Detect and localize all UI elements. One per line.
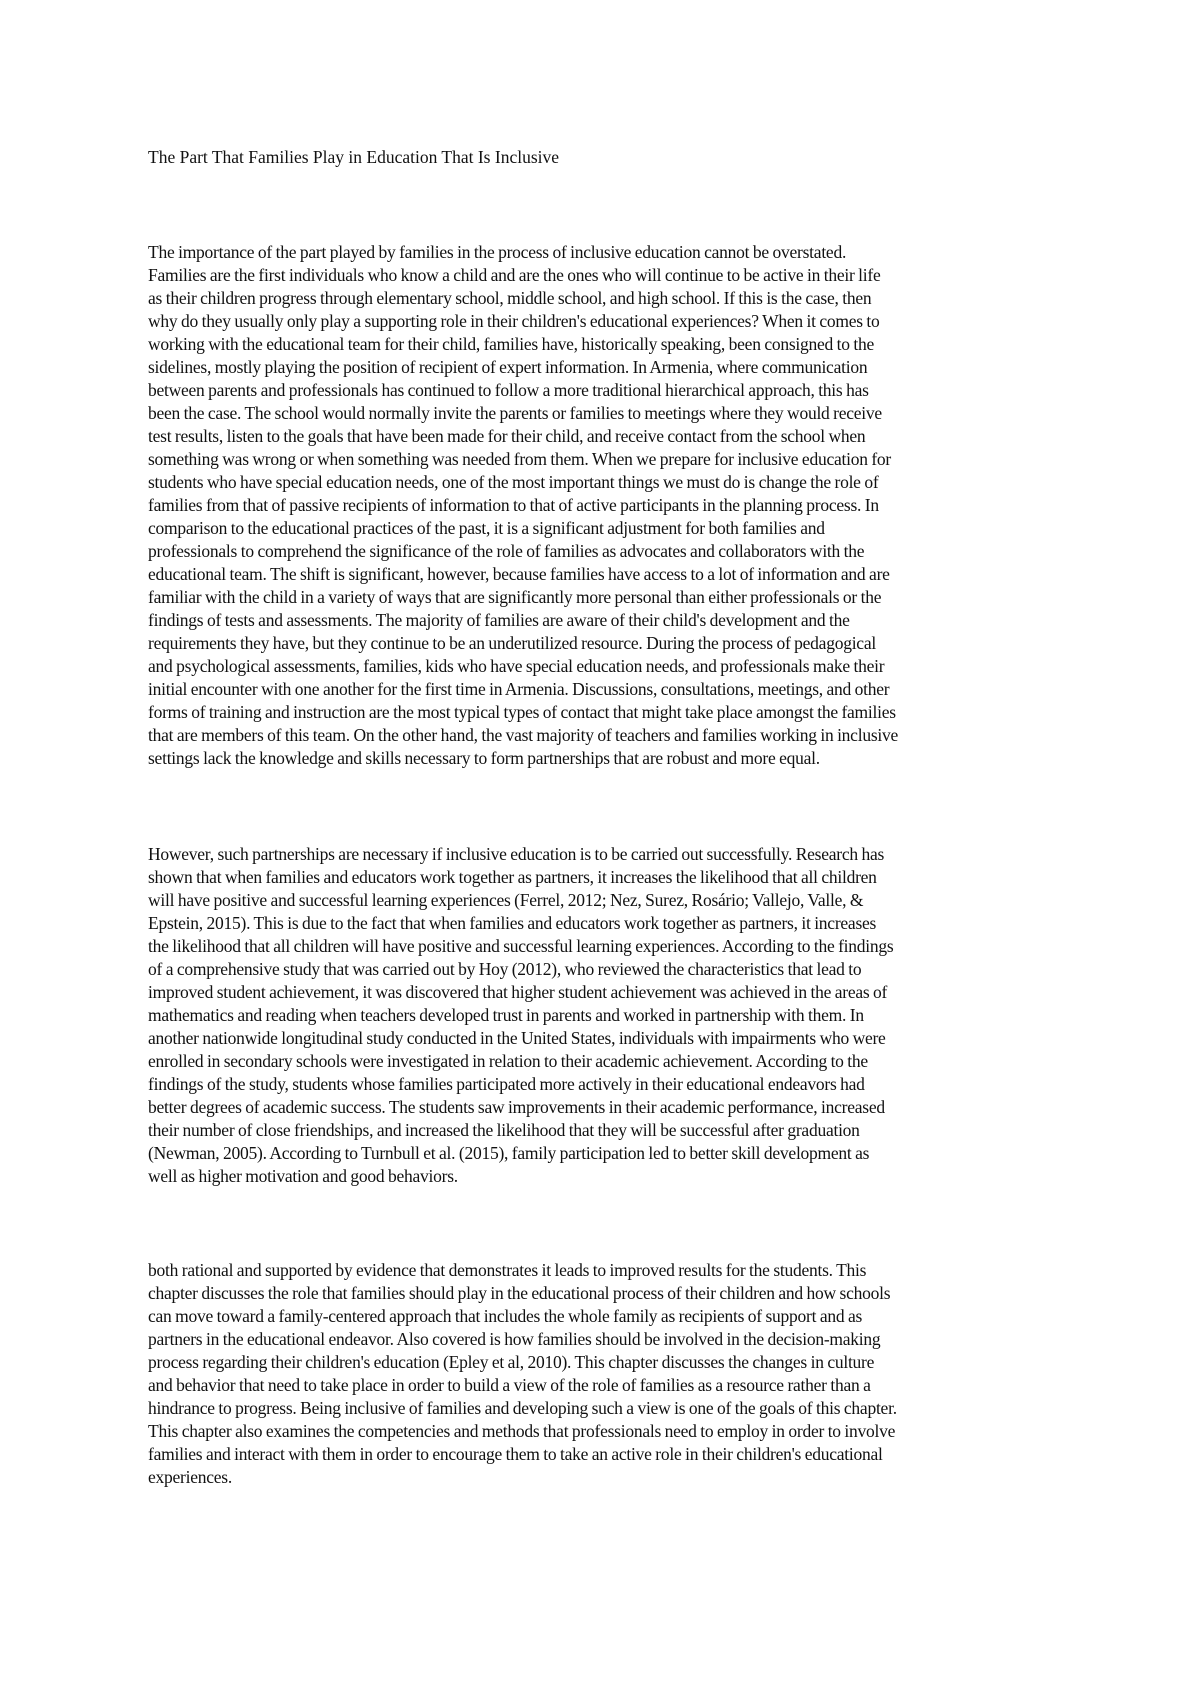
text-line: educational team. The shift is significant, however, because families have access to a lot of information and are [148, 564, 890, 584]
text-line: requirements they have, but they continue to be an underutilized resource. During the process of pedagogical [148, 633, 876, 653]
text-line: Epstein, 2015). This is due to the fact that when families and educators work together as partners, it increases [148, 913, 877, 933]
text-line: experiences. [148, 1467, 232, 1487]
text-line: working with the educational team for their child, families have, historically speaking, been consigned to the [148, 334, 875, 354]
paragraph-3 [148, 1259, 1063, 1489]
text-line: hindrance to progress. Being inclusive of families and developing such a view is one of the goals of this chapter. [148, 1398, 897, 1418]
text-line: will have positive and successful learning experiences (Ferrel, 2012; Nez, Surez, Rosário; Vallejo, Valle, & [148, 890, 864, 910]
text-line: as their children progress through elementary school, middle school, and high school. If this is the case, then [148, 288, 872, 308]
text-line: familiar with the child in a variety of ways that are significantly more personal than either professionals or the [148, 587, 882, 607]
text-line: better degrees of academic success. The students saw improvements in their academic performance, increased [148, 1097, 885, 1117]
text-line: families from that of passive recipients of information to that of active participants in the planning process. In [148, 495, 879, 515]
text-line: their number of close friendships, and increased the likelihood that they will be successful after graduation [148, 1120, 860, 1140]
text-line: another nationwide longitudinal study conducted in the United States, individuals with impairments who were [148, 1028, 886, 1048]
document-title: The Part That Families Play in Education That Is Inclusive [148, 147, 560, 167]
text-line: and psychological assessments, families, kids who have special education needs, and professionals make their [148, 656, 885, 676]
text-line: This chapter also examines the competencies and methods that professionals need to employ in order to involve [148, 1421, 896, 1441]
text-line: chapter discusses the role that families should play in the educational process of their children and how schools [148, 1283, 891, 1303]
text-line: well as higher motivation and good behaviors. [148, 1166, 458, 1186]
text-line: can move toward a family-centered approach that includes the whole family as recipients of support and as [148, 1306, 863, 1326]
text-line: mathematics and reading when teachers developed trust in parents and worked in partnership with them. In [148, 1005, 864, 1025]
text-line: However, such partnerships are necessary if inclusive education is to be carried out successfully. Research has [148, 844, 885, 864]
text-line: initial encounter with one another for the first time in Armenia. Discussions, consultations, meetings, and other [148, 679, 890, 699]
text-line: Families are the first individuals who know a child and are the ones who will continue to be active in their life [148, 265, 881, 285]
text-line: that are members of this team. On the other hand, the vast majority of teachers and families working in inclusive [148, 725, 899, 745]
text-line: between parents and professionals has continued to follow a more traditional hierarchical approach, this has [148, 380, 869, 400]
text-line: process regarding their children's education (Epley et al, 2010). This chapter discusses the changes in culture [148, 1352, 875, 1372]
paragraph-2 [148, 843, 1063, 1188]
text-line: why do they usually only play a supporting role in their children's educational experiences? When it comes to [148, 311, 880, 331]
text-line: both rational and supported by evidence that demonstrates it leads to improved results for the students. This [148, 1260, 867, 1280]
text-line: findings of the study, students whose families participated more actively in their educational endeavors had [148, 1074, 865, 1094]
text-line: the likelihood that all children will have positive and successful learning experiences. According to the findings [148, 936, 894, 956]
paragraph-1 [148, 241, 1063, 770]
text-line: The importance of the part played by families in the process of inclusive education cannot be overstated. [148, 242, 847, 262]
text-line: (Newman, 2005). According to Turnbull et al. (2015), family participation led to better skill development as [148, 1143, 870, 1163]
text-line: shown that when families and educators work together as partners, it increases the likelihood that all children [148, 867, 877, 887]
text-line: sidelines, mostly playing the position of recipient of expert information. In Armenia, where communication [148, 357, 868, 377]
text-line: forms of training and instruction are the most typical types of contact that might take place amongst the families [148, 702, 896, 722]
text-line: improved student achievement, it was discovered that higher student achievement was achieved in the areas of [148, 982, 888, 1002]
text-line: professionals to comprehend the significance of the role of families as advocates and collaborators with the [148, 541, 865, 561]
text-line: findings of tests and assessments. The majority of families are aware of their child's development and the [148, 610, 850, 630]
text-line: been the case. The school would normally invite the parents or families to meetings where they would receive [148, 403, 882, 423]
text-line: something was wrong or when something was needed from them. When we prepare for inclusive education for [148, 449, 891, 469]
text-line: students who have special education needs, one of the most important things we must do is change the role of [148, 472, 879, 492]
text-line: settings lack the knowledge and skills necessary to form partnerships that are robust and more equal. [148, 748, 820, 768]
text-line: of a comprehensive study that was carried out by Hoy (2012), who reviewed the characteristics that lead to [148, 959, 862, 979]
text-line: and behavior that need to take place in order to build a view of the role of families as a resource rather than a [148, 1375, 871, 1395]
text-line: test results, listen to the goals that have been made for their child, and receive contact from the school when [148, 426, 866, 446]
text-line: families and interact with them in order to encourage them to take an active role in their children's educational [148, 1444, 883, 1464]
text-line: comparison to the educational practices of the past, it is a significant adjustment for both families and [148, 518, 825, 538]
text-line: enrolled in secondary schools were investigated in relation to their academic achievement. According to the [148, 1051, 868, 1071]
text-line: partners in the educational endeavor. Also covered is how families should be involved in the decision-making [148, 1329, 881, 1349]
